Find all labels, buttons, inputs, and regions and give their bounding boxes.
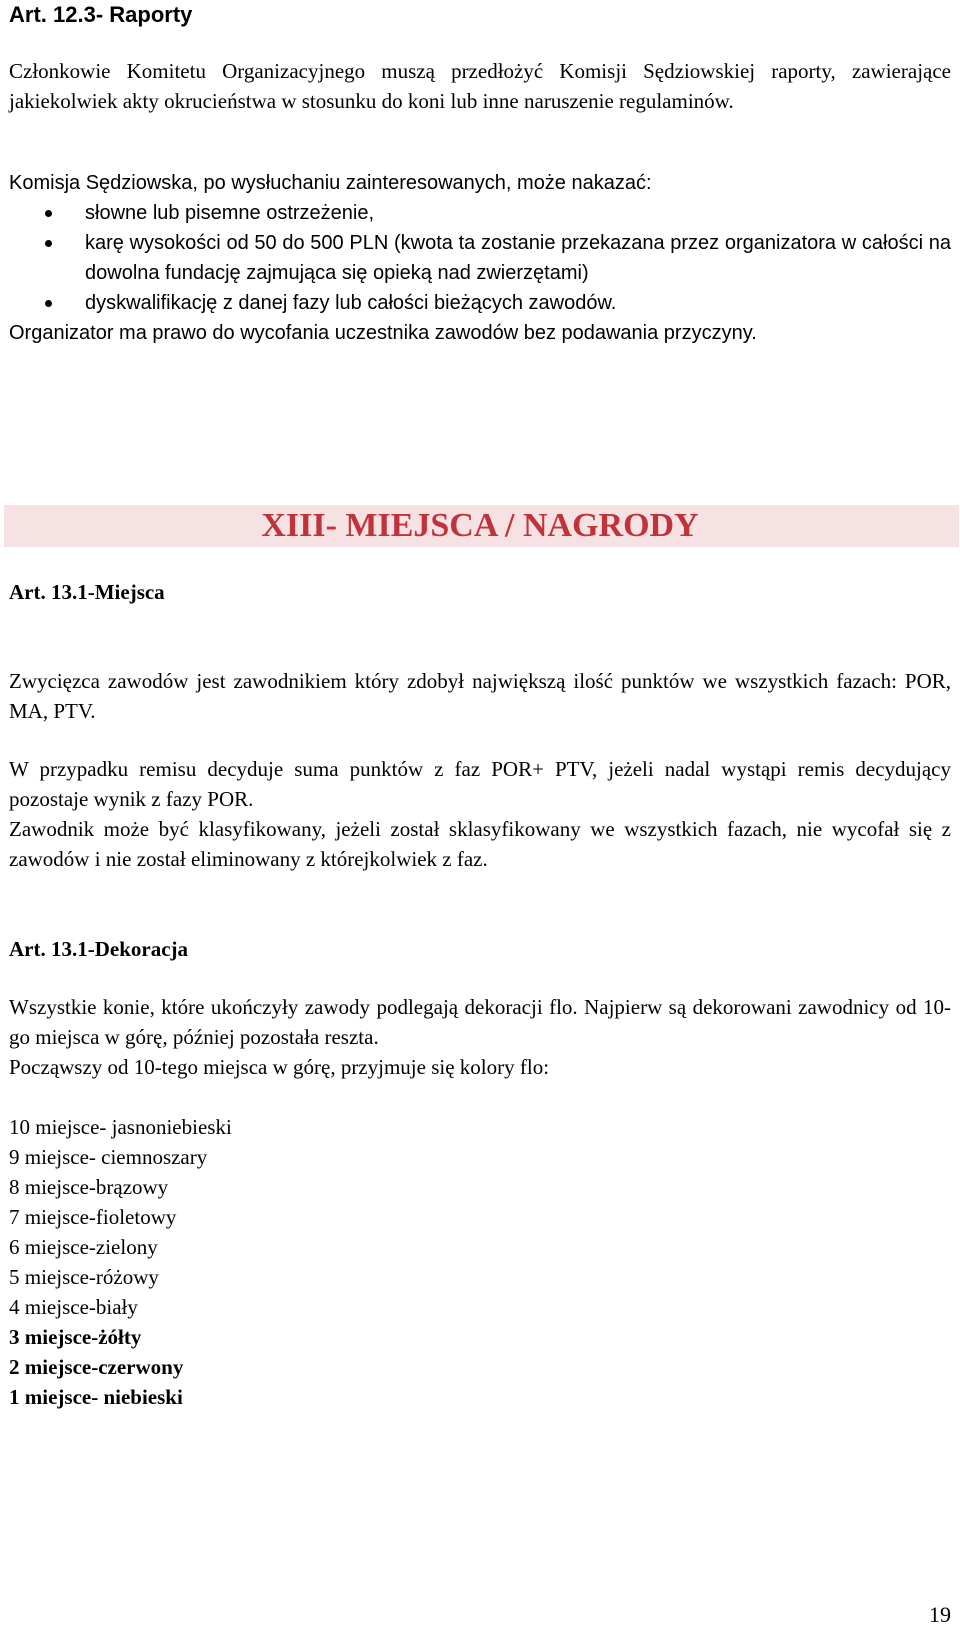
section-banner-title: XIII- MIEJSCA / NAGRODY [261, 507, 699, 544]
place-item: 4 miejsce-biały [9, 1295, 138, 1319]
place-item: 6 miejsce-zielony [9, 1235, 158, 1259]
penalty-item: karę wysokości od 50 do 500 PLN (kwota ta zostanie przekazana przez organizatora w całości na dowolna fundację zajmująca się opieką nad zwierzętami) [9, 228, 951, 288]
place-color-list [9, 1112, 232, 1412]
penalty-item: słowne lub pisemne ostrzeżenie, [9, 198, 951, 228]
penalty-item: dyskwalifikację z danej fazy lub całości bieżących zawodów. [9, 288, 951, 318]
place-item: 9 miejsce- ciemnoszary [9, 1145, 208, 1169]
place-item: 3 miejsce-żółty [9, 1325, 142, 1349]
bullet-icon [45, 300, 52, 307]
paragraph-tie: W przypadku remisu decyduje suma punktów z faz POR+ PTV, jeżeli nadal wystąpi remis decydujący pozostaje wynik z fazy POR. [9, 757, 951, 811]
section-heading-art-12-3: Art. 12.3- Raporty [9, 2, 193, 27]
paragraph-commission-intro: Komisja Sędziowska, po wysłuchaniu zainteresowanych, może nakazać: [9, 172, 652, 194]
bullet-icon [45, 240, 52, 247]
paragraph-winner: Zwycięzca zawodów jest zawodnikiem który zdobył największą ilość punktów we wszystkich fazach: POR, MA, PTV. [9, 669, 951, 723]
page-number: 19 [929, 1602, 951, 1627]
paragraph-flo-colors: Począwszy od 10-tego miejsca w górę, przyjmuje się kolory flo: [9, 1055, 550, 1079]
paragraph-reports: Członkowie Komitetu Organizacyjnego muszą przedłożyć Komisji Sędziowskiej raporty, zawierające jakiekolwiek akty okrucieństwa w stosunku do koni lub inne naruszenie regulaminów. [9, 59, 951, 113]
paragraph-classification: Zawodnik może być klasyfikowany, jeżeli został sklasyfikowany we wszystkich fazach, nie wycofał się z zawodów i nie został eliminowany z którejkolwiek z faz. [9, 817, 951, 871]
penalty-list [9, 198, 951, 318]
place-item: 1 miejsce- niebieski [9, 1385, 183, 1409]
place-item: 8 miejsce-brązowy [9, 1175, 169, 1199]
bullet-icon [45, 210, 52, 217]
place-item: 5 miejsce-różowy [9, 1265, 159, 1289]
place-item: 7 miejsce-fioletowy [9, 1205, 177, 1229]
section-heading-art-13-1-dekoracja: Art. 13.1-Dekoracja [9, 937, 189, 961]
place-item: 2 miejsce-czerwony [9, 1355, 184, 1379]
paragraph-decoration: Wszystkie konie, które ukończyły zawody podlegają dekoracji flo. Najpierw są dekorowani zawodnicy od 10-go miejsca w górę, później pozostała reszta. [9, 995, 951, 1049]
place-item: 10 miejsce- jasnoniebieski [9, 1115, 232, 1139]
section-heading-art-13-1-miejsca: Art. 13.1-Miejsca [9, 580, 165, 604]
paragraph-organizer-right: Organizator ma prawo do wycofania uczestnika zawodów bez podawania przyczyny. [9, 322, 757, 344]
